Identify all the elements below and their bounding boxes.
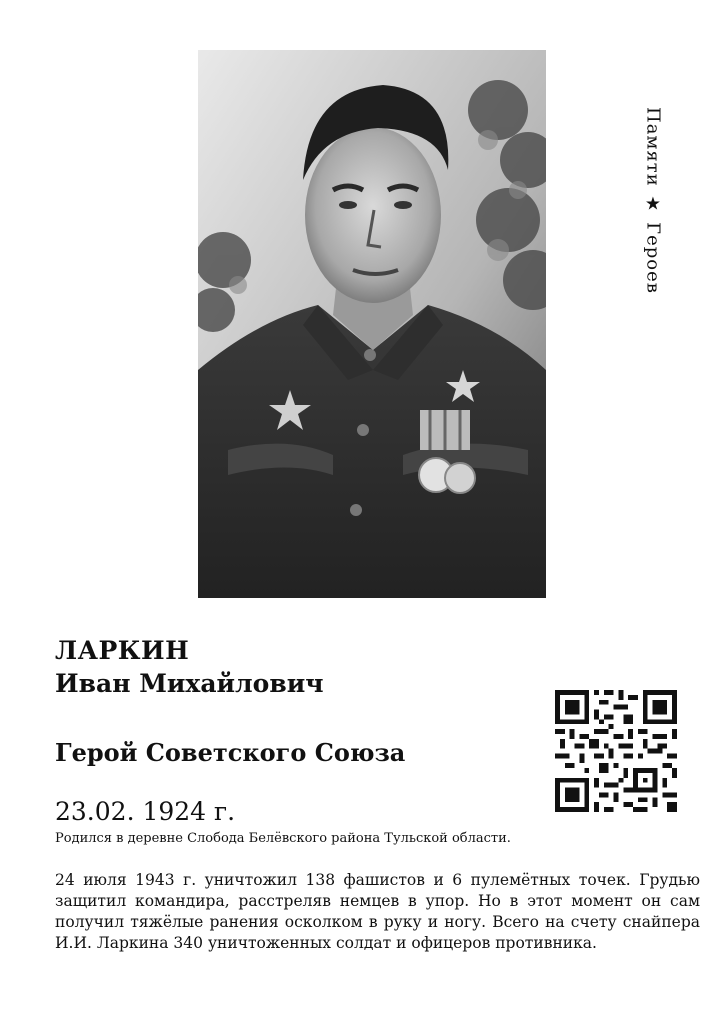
portrait-photo	[198, 50, 546, 598]
side-label-text: Памяти ★ Героев	[642, 106, 664, 294]
birth-date: 23.02. 1924 г.	[55, 797, 236, 826]
hero-surname: ЛАРКИН	[55, 636, 190, 665]
birthplace-text: Родился в деревне Слобода Белёвского района Тульской области.	[55, 831, 511, 846]
hero-rank-title: Герой Советского Союза	[55, 738, 406, 767]
qr-code-icon[interactable]	[555, 690, 677, 812]
hero-given-names: Иван Михайлович	[55, 669, 324, 698]
biography-text: 24 июля 1943 г. уничтожил 138 фашистов и 6 пулемётных точек. Грудью защитил командира, расстреляв немцев в упор. Но в этот момент он сам получил тяжёлые ранения осколком в руку и ногу. Всего на счету снайпера И.И. Ларкина 340 уничтоженных солдат и офицеров противника.	[55, 871, 700, 952]
side-label	[638, 95, 668, 305]
